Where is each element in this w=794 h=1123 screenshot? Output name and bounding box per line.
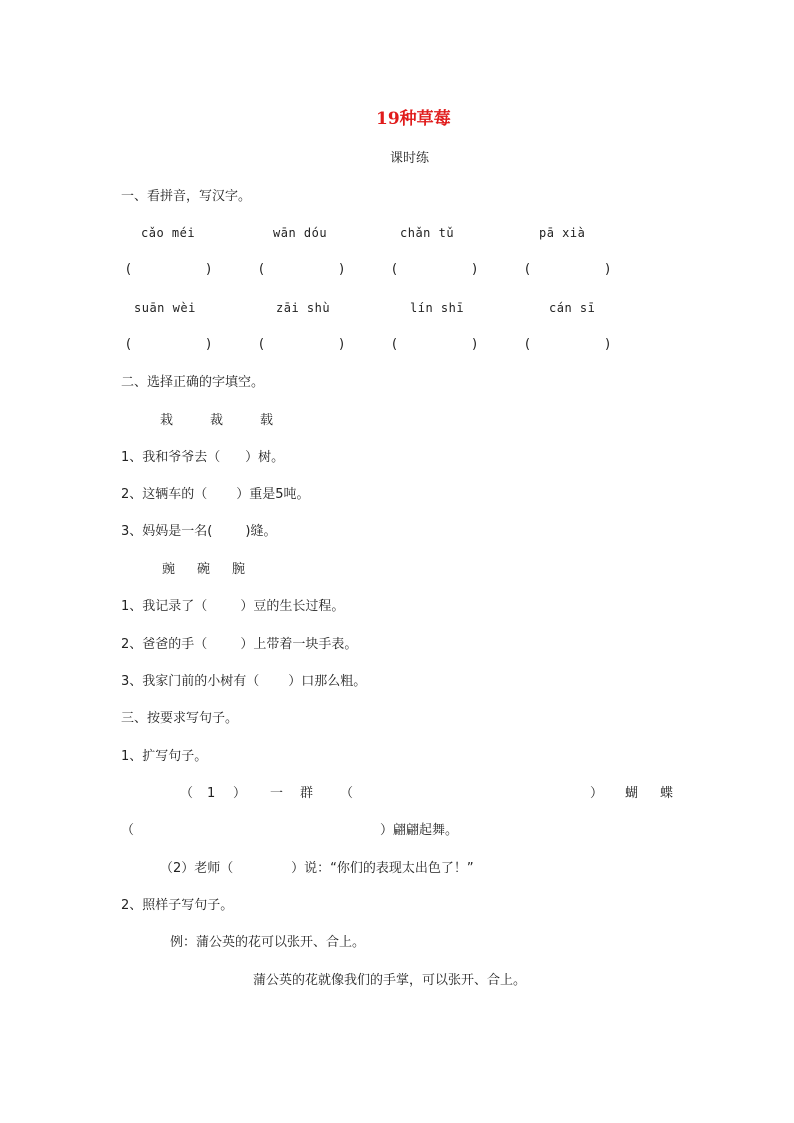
pinyin-8: cán sī xyxy=(549,301,596,315)
choice-char: 腕 xyxy=(232,562,246,577)
pinyin-7: lín shī xyxy=(410,301,465,315)
expand-item-2: （2）老师（ ）说：“你们的表现太出色了！” xyxy=(160,861,474,876)
fill-item: 3、我家门前的小树有（ ）口那么粗。 xyxy=(121,674,367,689)
expand-label: 1、扩写句子。 xyxy=(121,749,208,764)
pinyin-3: chǎn tǔ xyxy=(400,226,455,240)
answer-blank-open: ( xyxy=(126,262,132,277)
expand-token: 蝶 xyxy=(660,786,674,801)
choice-char: 载 xyxy=(260,413,274,428)
page-subtitle: 课时练 xyxy=(390,151,430,166)
expand-token: 1 xyxy=(207,786,216,801)
pinyin-2: wān dóu xyxy=(273,226,328,240)
page-title: 19种草莓 xyxy=(376,109,451,129)
expand-token: （ xyxy=(340,786,354,801)
section2-heading: 二、选择正确的字填空。 xyxy=(121,375,265,390)
section3-heading: 三、按要求写句子。 xyxy=(121,711,239,726)
section1-heading: 一、看拼音，写汉字。 xyxy=(121,189,252,204)
pinyin-1: cǎo méi xyxy=(141,226,196,240)
answer-blank-open: ( xyxy=(392,337,398,352)
expand-token: 群 xyxy=(300,786,314,801)
answer-blank-close: ) xyxy=(206,262,212,277)
expand-token: ） xyxy=(233,786,247,801)
answer-blank-close: ) xyxy=(339,337,345,352)
fill-item: 2、爸爸的手（ ）上带着一块手表。 xyxy=(121,637,358,652)
pinyin-5: suān wèi xyxy=(134,301,196,315)
example-sentence: 例：蒲公英的花可以张开、合上。 xyxy=(170,935,366,950)
answer-blank-close: ) xyxy=(339,262,345,277)
pinyin-6: zāi shù xyxy=(276,301,331,315)
answer-blank-open: ( xyxy=(392,262,398,277)
fill-item: 1、我和爷爷去（ ）树。 xyxy=(121,450,285,465)
example-answer: 蒲公英的花就像我们的手掌，可以张开、合上。 xyxy=(253,973,527,988)
answer-blank-open: ( xyxy=(259,337,265,352)
expand-token: （ xyxy=(180,786,194,801)
answer-blank-close: ) xyxy=(605,337,611,352)
choice-char: 碗 xyxy=(197,562,211,577)
answer-blank-open: ( xyxy=(525,262,531,277)
answer-blank-open: ( xyxy=(126,337,132,352)
answer-blank-open: ( xyxy=(259,262,265,277)
expand-line2-open: （ xyxy=(121,823,135,838)
expand-token: ） xyxy=(590,786,604,801)
answer-blank-close: ) xyxy=(472,337,478,352)
pinyin-4: pā xià xyxy=(539,226,586,240)
fill-item: 1、我记录了（ ）豆的生长过程。 xyxy=(121,599,345,614)
answer-blank-close: ) xyxy=(206,337,212,352)
answer-blank-close: ) xyxy=(605,262,611,277)
choice-char: 裁 xyxy=(210,413,224,428)
expand-line2-rest: ）翩翩起舞。 xyxy=(380,823,459,838)
fill-item: 2、这辆车的（ ）重是5吨。 xyxy=(121,487,310,502)
expand-token: 蝴 xyxy=(625,786,639,801)
choice-char: 豌 xyxy=(162,562,176,577)
fill-item: 3、妈妈是一名( )缝。 xyxy=(121,524,277,539)
choice-char: 栽 xyxy=(160,413,174,428)
imitate-label: 2、照样子写句子。 xyxy=(121,898,234,913)
expand-token: 一 xyxy=(270,786,284,801)
answer-blank-close: ) xyxy=(472,262,478,277)
answer-blank-open: ( xyxy=(525,337,531,352)
